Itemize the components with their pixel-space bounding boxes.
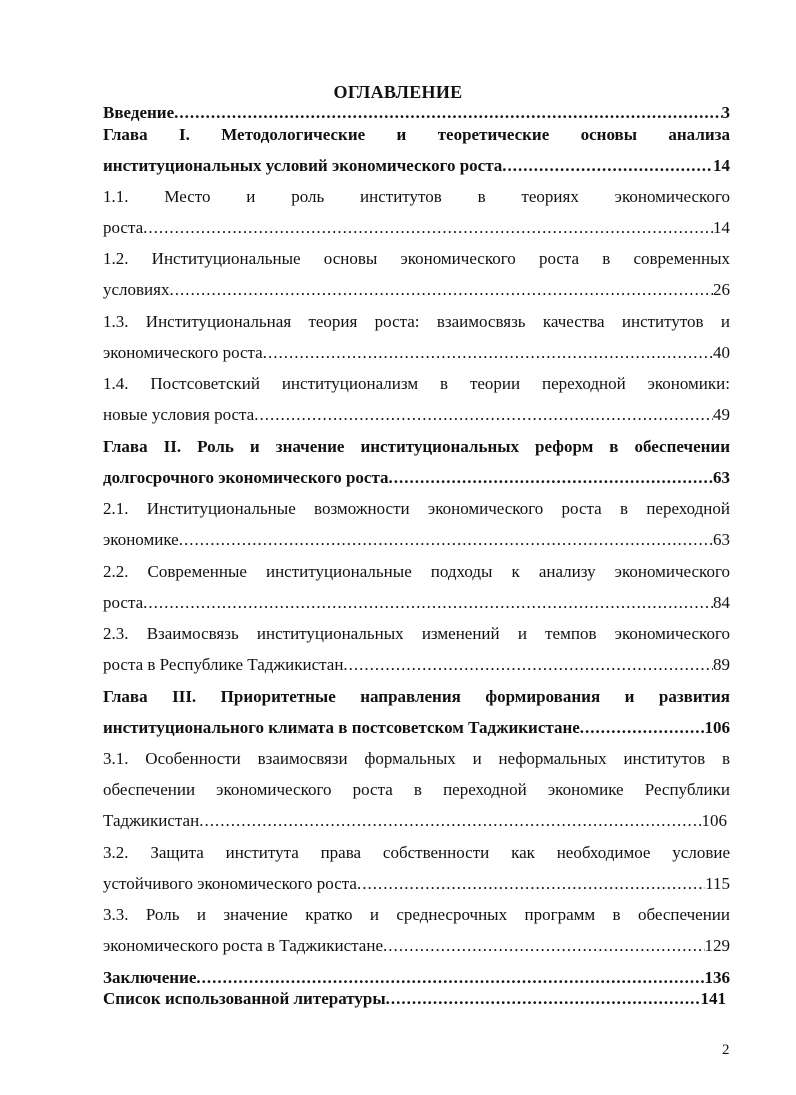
toc-entry-page: 40 <box>713 343 730 362</box>
toc-entry-page: 106 <box>701 811 727 830</box>
toc-bibliography <box>103 989 726 1009</box>
toc-section-1-2-line-1: 1.2. Институциональные основы экономического роста в современных <box>103 249 730 268</box>
toc-section-1-4-line-1: 1.4. Постсоветский институционализм в теории переходной экономики: <box>103 374 730 393</box>
toc-entry-title: Таджикистан <box>103 811 200 830</box>
toc-section-3-1 <box>103 811 727 831</box>
toc-entry-title: долгосрочного экономического роста <box>103 468 389 487</box>
toc-chapter-2-line-1: Глава II. Роль и значение институциональных реформ в обеспечении <box>103 437 730 456</box>
toc-chapter-1 <box>103 156 730 176</box>
toc-section-2-1 <box>103 530 730 550</box>
toc-section-3-1-line-1: 3.1. Особенности взаимосвязи формальных и неформальных институтов в <box>103 749 730 768</box>
toc-entry-title: институционального климата в постсоветском Таджикистане <box>103 718 580 737</box>
toc-section-1-3-line-1: 1.3. Институциональная теория роста: взаимосвязь качества институтов и <box>103 312 730 331</box>
toc-section-1-3 <box>103 343 730 363</box>
toc-entry-page: 14 <box>713 156 730 175</box>
toc-entry-title: экономического роста <box>103 343 263 362</box>
toc-section-2-2 <box>103 593 730 613</box>
toc-entry-title: роста <box>103 218 144 237</box>
toc-section-3-1-line-2: обеспечении экономического роста в переходной экономике Республики <box>103 780 730 799</box>
toc-section-3-3 <box>103 936 730 956</box>
toc-entry-page: 115 <box>705 874 730 893</box>
toc-section-1-1 <box>103 218 730 238</box>
toc-entry-title: экономического роста в Таджикистане <box>103 936 383 955</box>
toc-entry-page: 106 <box>704 718 730 737</box>
toc-entry-title: роста <box>103 593 144 612</box>
toc-section-2-3 <box>103 655 730 675</box>
toc-section-3-3-line-1: 3.3. Роль и значение кратко и среднесрочных программ в обеспечении <box>103 905 730 924</box>
toc-section-3-2 <box>103 874 730 894</box>
toc-entry-title: устойчивого экономического роста <box>103 874 357 893</box>
toc-entry-title: экономике <box>103 530 179 549</box>
toc-section-2-2-line-1: 2.2. Современные институциональные подходы к анализу экономического <box>103 562 730 581</box>
toc-entry-title: условиях <box>103 280 170 299</box>
toc-entry-page: 129 <box>704 936 730 955</box>
page-number: 2 <box>722 1042 730 1058</box>
toc-entry-page: 89 <box>713 655 730 674</box>
toc-section-2-3-line-1: 2.3. Взаимосвязь институциональных изменений и темпов экономического <box>103 624 730 643</box>
toc-section-2-1-line-1: 2.1. Институциональные возможности экономического роста в переходной <box>103 499 730 518</box>
toc-entry-page: 49 <box>713 405 730 424</box>
toc-chapter-2 <box>103 468 730 488</box>
toc-section-3-2-line-1: 3.2. Защита института права собственности как необходимое условие <box>103 843 730 862</box>
toc-chapter-3 <box>103 718 730 738</box>
toc-entry-title: новые условия роста <box>103 405 255 424</box>
toc-entry-title: Заключение <box>103 968 197 987</box>
toc-chapter-3-line-1: Глава III. Приоритетные направления формирования и развития <box>103 687 730 706</box>
toc-section-1-4 <box>103 405 730 425</box>
toc-entry-page: 63 <box>713 468 730 487</box>
toc-entry-page: 14 <box>713 218 730 237</box>
toc-chapter-1-line-1: Глава I. Методологические и теоретические основы анализа <box>103 125 730 144</box>
toc-entry-introduction <box>103 103 730 123</box>
toc-entry-page: 26 <box>713 280 730 299</box>
page-title: ОГЛАВЛЕНИЕ <box>333 82 463 102</box>
toc-entry-title: Введение <box>103 103 175 122</box>
toc-entry-page: 3 <box>721 103 730 122</box>
toc-section-1-2 <box>103 280 730 300</box>
toc-conclusion <box>103 968 730 988</box>
toc-entry-title: Список использованной литературы <box>103 989 386 1008</box>
toc-entry-page: 84 <box>713 593 730 612</box>
toc-section-1-1-line-1: 1.1. Место и роль институтов в теориях экономического <box>103 187 730 206</box>
toc-entry-title: институциональных условий экономического роста <box>103 156 503 175</box>
toc-entry-page: 136 <box>704 968 730 987</box>
toc-entry-page: 63 <box>713 530 730 549</box>
toc-entry-page: 141 <box>700 989 726 1008</box>
toc-entry-title: роста в Республике Таджикистан <box>103 655 344 674</box>
